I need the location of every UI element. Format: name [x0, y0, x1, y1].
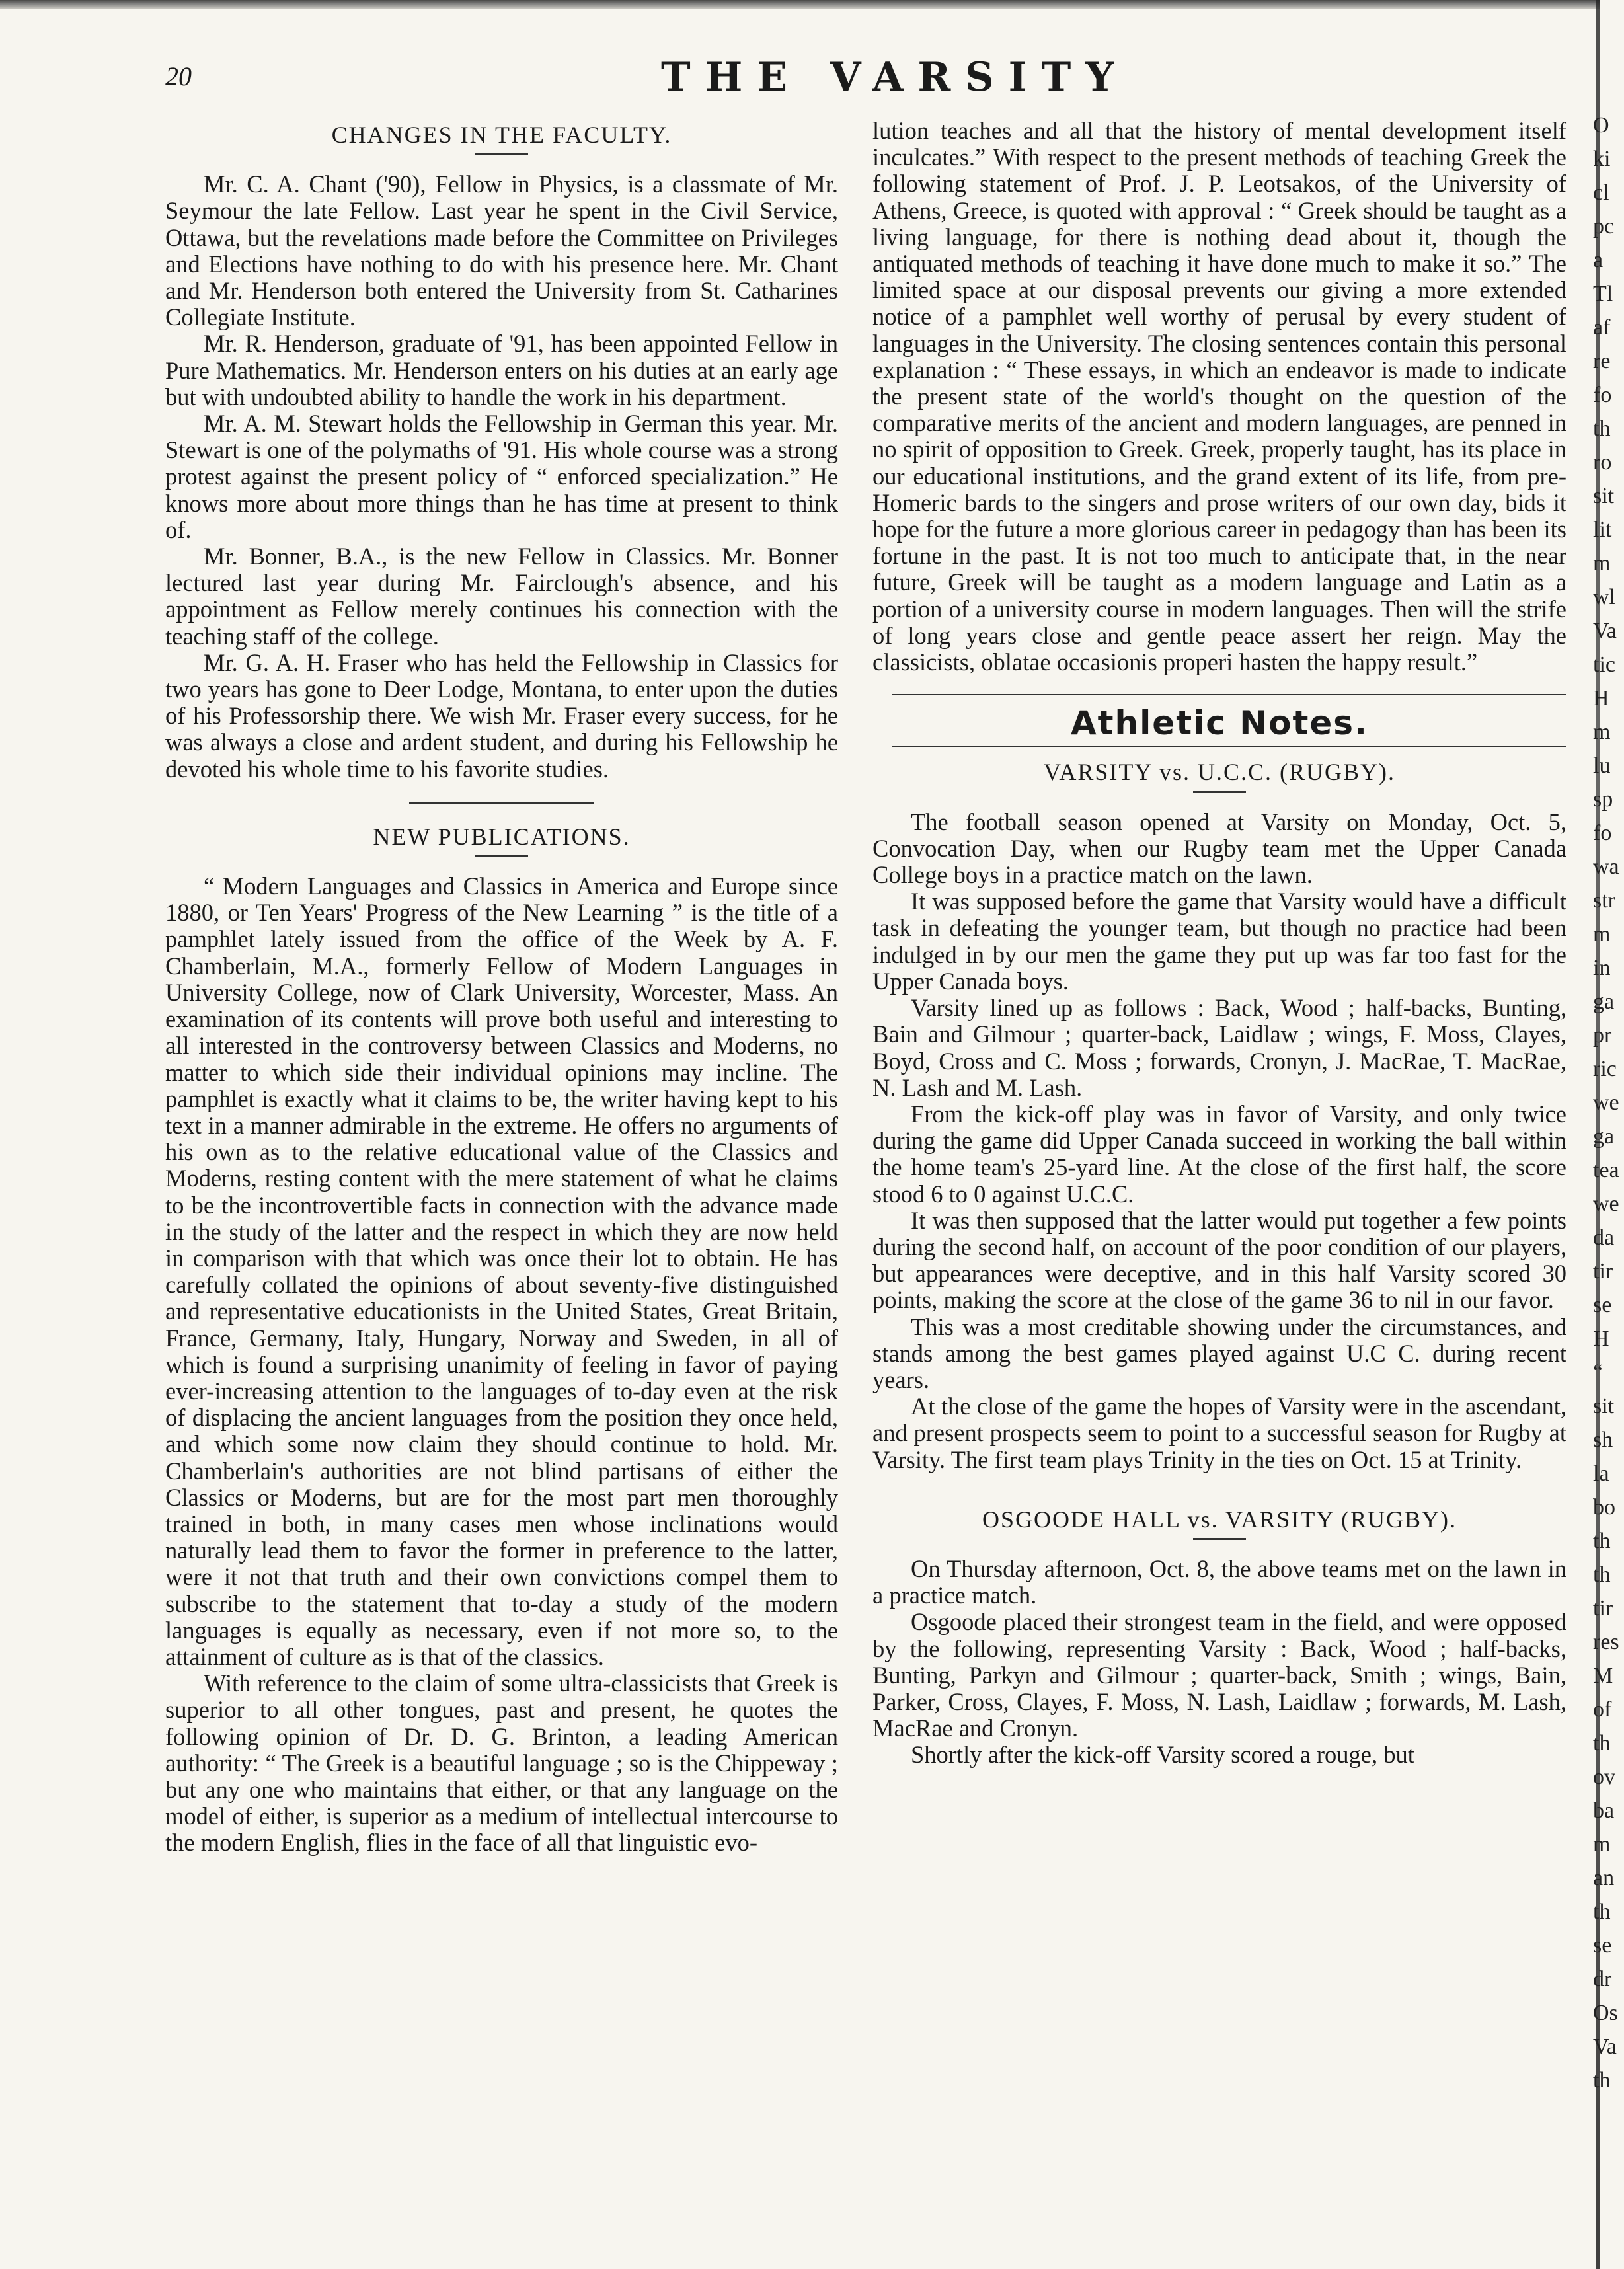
fragment-text: th — [1593, 2068, 1611, 2093]
fragment-text: sit — [1593, 484, 1615, 508]
section-rule — [892, 694, 1566, 695]
top-print-edge — [0, 0, 1600, 9]
fragment-text: wl — [1593, 585, 1615, 609]
faculty-paragraph: Mr. C. A. Chant ('90), Fellow in Physics, is a classmate of Mr. Seymour the late Fellow. Last year he spent in the Civil Service, Ottawa, but the revelations made before the Committee on Privileges and Elections have nothing to do with his presence here. Mr. Chant and Mr. Henderson both entered the University from St. Catharines Collegiate Institute. — [165, 171, 838, 331]
fragment-text: tea — [1593, 1158, 1619, 1182]
right-column — [872, 118, 1566, 1769]
ucc-paragraph: It was then supposed that the latter would put together a few points during the second half, on account of the poor condition of our players, but appearances were deceptive, and in this half Varsity scored 30 points, making the score at the close of the game 36 to nil in our favor. — [872, 1206, 1566, 1314]
fragment-text: of — [1593, 1697, 1612, 1722]
faculty-paragraph: Mr. R. Henderson, graduate of '91, has been appointed Fellow in Pure Mathematics. Mr. Henderson enters on his duties at an early age but with undoubted ability to handle the work in his department. — [165, 330, 838, 410]
fragment-text: lit — [1593, 518, 1612, 542]
fragment-text: ov — [1593, 1765, 1615, 1789]
ucc-paragraph: Varsity lined up as follows : Back, Wood ; half-backs, Bunting, Bain and Gilmour ; quarter-back, Laidlaw ; wings, F. Moss, Clayes, Boyd, Cross and C. Moss ; forwards, Cronyn, J. MacRae, T. MacRae, N. Lash and M. Lash. — [872, 994, 1566, 1101]
publications-paragraph: With reference to the claim of some ultra-classicists that Greek is superior to all other tongues, past and present, he quotes the following opinion of Dr. D. G. Brinton, a leading American authority: “ The Greek is a beautiful language ; so is the Chippeway ; but any one who maintains that either, or that any language on the model of either, is superior as a medium of intellectual intercourse to the modern English, flies in the face of all that linguistic evo- — [165, 1670, 838, 1857]
ucc-match-heading: VARSITY vs. U.C.C. (RUGBY). — [1043, 759, 1396, 786]
publications-paragraph: “ Modern Languages and Classics in America and Europe since 1880, or Ten Years' Progress of the New Learning ” is the title of a pamphlet lately issued from the office of the Week by A. F. Chamberlain, M.A., formerly Fellow of Modern Languages in University College, now of Clark University, Worcester, Mass. An examination of its contents will prove both useful and interesting to all interested in the controversy between Classics and Moderns, no matter to which side their individual opinions may incline. The pamphlet is exactly what it claims to be, the writer having kept to his text in a manner admirable in the extreme. He offers no arguments of his own as to the relative educational value of the Classics and Moderns, resting content with the mere statement of what he claims to be the incontrovertible facts in connection with the advance made in the study of the latter and the respect in which they are now held in comparison with that which was once their lot to obtain. He has carefully collated the opinions of about seventy-five distinguished and representative educationists in the United States, Great Britain, France, Germany, Italy, Hungary, Norway and Sweden, in all of which is found a surprising unanimity of feeling in favor of paying ever-increasing attention to the languages of to-day even at the risk of displacing the ancient languages from the position they once held, and which some now claim they should continue to hold. Mr. Chamberlain's authorities are not blind partisans of either the Classics or Moderns, but are for the most part men thoroughly trained in both, in many cases men whose inclinations would naturally lead them to favor the former in preference to the latter, were it not that truth and their own convictions compel them to subscribe to the statement that to-day a study of the modern languages is equally as necessary, even if not more so, to the attainment of culture as is that of the classics. — [165, 872, 838, 1670]
page-number: 20 — [165, 61, 192, 91]
fragment-text: H — [1593, 1327, 1609, 1351]
fragment-text: pr — [1593, 1023, 1612, 1048]
fragment-text: dr — [1593, 1967, 1612, 1991]
spacer — [872, 1473, 1566, 1506]
fragment-text: O — [1593, 113, 1609, 137]
fragment-text: res — [1593, 1630, 1619, 1654]
fragment-text: ga — [1593, 989, 1615, 1014]
fragment-text: fo — [1593, 383, 1612, 407]
fragment-text: m — [1593, 551, 1611, 576]
fragment-text: se — [1593, 1933, 1612, 1958]
fragment-text: m — [1593, 922, 1611, 946]
fragment-text: cl — [1593, 180, 1609, 205]
osgoode-match-heading: OSGOODE HALL vs. VARSITY (RUGBY). — [982, 1506, 1457, 1533]
faculty-heading: CHANGES IN THE FACULTY. — [331, 122, 672, 148]
fragment-text: fo — [1593, 821, 1612, 845]
fragment-text: sh — [1593, 1428, 1613, 1452]
fragment-text: H — [1593, 686, 1609, 711]
fragment-text: af — [1593, 315, 1611, 340]
masthead: THE VARSITY — [661, 54, 1129, 100]
left-column — [165, 122, 838, 1857]
fragment-text: M — [1593, 1664, 1613, 1688]
fragment-text: a — [1593, 248, 1604, 272]
faculty-paragraph: Mr. A. M. Stewart holds the Fellowship in German this year. Mr. Stewart is one of the polymaths of '91. His whole course was a strong protest against the present policy of “ enforced specialization.” He knows more about more things than he has time at present to think of. — [165, 410, 838, 543]
fragment-text: we — [1593, 1192, 1619, 1216]
fragment-text: m — [1593, 720, 1611, 744]
fragment-text: th — [1593, 1900, 1611, 1924]
ucc-paragraph: It was supposed before the game that Varsity would have a difficult task in defeating the younger team, but though no practice had been indulged in by our men the game they put up was far too fast for the Upper Canada boys. — [872, 888, 1566, 995]
fragment-text: la — [1593, 1461, 1609, 1486]
fragment-text: pc — [1593, 214, 1615, 239]
ucc-paragraph: The football season opened at Varsity on Monday, Oct. 5, Convocation Day, when our Rugby team met the Upper Canada College boys in a practice match on the lawn. — [872, 808, 1566, 889]
fragment-text: str — [1593, 888, 1615, 913]
fragment-text: Tl — [1593, 282, 1613, 306]
ucc-paragraph: From the kick-off play was in favor of Varsity, and only twice during the game did Upper Canada succeed in working the ball within the home team's 25-yard line. At the close of the first half, the score stood 6 to 0 against U.C.C. — [872, 1100, 1566, 1208]
fragment-text: an — [1593, 1866, 1615, 1890]
fragment-text: da — [1593, 1225, 1615, 1250]
fragment-text: tir — [1593, 1259, 1613, 1284]
fragment-text: Va — [1593, 619, 1617, 643]
fragment-text: Va — [1593, 2034, 1617, 2059]
publications-heading: NEW PUBLICATIONS. — [373, 823, 631, 850]
section-rule — [892, 746, 1566, 747]
fragment-text: in — [1593, 956, 1611, 980]
fragment-text: “ — [1593, 1360, 1604, 1385]
fragment-text: wa — [1593, 855, 1619, 879]
publications-continued: lution teaches and all that the history of mental development itself inculcates.” With respect to the present methods of teaching Greek the following statement of Prof. J. P. Leotsakos, of the University of Athens, Greece, is quoted with approval : “ Greek should be taught as a living language, for there is nothing dead about it, though the antiquated methods of teaching it have done much to make it so.” The limited space at our disposal prevents our giving a more extended notice of a pamphlet well worthy of perusal by every student of languages in the University. The closing sentences contain this personal explanation : “ These essays, in which an endeavor is made to indicate the present state of the world's thought on the question of the comparative merits of the ancient and modern languages, are penned in no spirit of opposition to Greek. Greek, properly taught, has its place in our educational institutions, and the grand extent of its life, from pre-Homeric bards to the singers and prose writers of our own day, bids it hope for the future a more glorious career in pedagogy than has been its fortune in the past. It is not too much to anticipate that, in the near future, Greek will be taught as a modern language and Latin as a portion of a university course in modern languages. Then will the strife of long years close and gentle peace assert her reign. May the classicists, oblatae occasionis properi hasten the happy result.” — [872, 117, 1566, 676]
fragment-text: th — [1593, 416, 1611, 441]
fragment-text: ga — [1593, 1124, 1615, 1149]
fragment-text: ric — [1593, 1057, 1617, 1081]
fragment-text: th — [1593, 1562, 1611, 1587]
fragment-text: se — [1593, 1293, 1612, 1317]
fragment-text: we — [1593, 1091, 1619, 1115]
fragment-text: ki — [1593, 147, 1611, 171]
osgoode-paragraph: Osgoode placed their strongest team in the field, and were opposed by the following, representing Varsity : Back, Wood ; half-backs, Bunting, Parkyn and Gilmour ; quarter-back, Smith ; wings, Bain, Parker, Cross, Clayes, F. Moss, N. Lash, Laidlaw ; forwards, M. Lash, MacRae and Cronyn. — [872, 1608, 1566, 1742]
faculty-paragraph: Mr. Bonner, B.A., is the new Fellow in Classics. Mr. Bonner lectured last year during Mr. Fairclough's absence, and his appointment as Fellow merely continues his connection with the teaching staff of the college. — [165, 543, 838, 650]
faculty-paragraph: Mr. G. A. H. Fraser who has held the Fellowship in Classics for two years has gone to Deer Lodge, Montana, to enter upon the duties of his Professorship there. We wish Mr. Fraser every success, for he was always a close and ardent student, and during his Fellowship he devoted his whole time to his favorite studies. — [165, 648, 838, 783]
ucc-paragraph: At the close of the game the hopes of Varsity were in the ascendant, and present prospects seem to point to a successful season for Rugby at Varsity. The first team plays Trinity in the ties on Oct. 15 at Trinity. — [872, 1393, 1566, 1473]
section-rule — [409, 802, 594, 804]
osgoode-paragraph: Shortly after the kick-off Varsity scored a rouge, but — [911, 1741, 1414, 1769]
fragment-text: re — [1593, 349, 1611, 373]
heading-dash — [1193, 1538, 1246, 1540]
fragment-text: sit — [1593, 1394, 1615, 1418]
fragment-text: th — [1593, 1529, 1611, 1553]
fragment-text: m — [1593, 1832, 1611, 1857]
ucc-paragraph: This was a most creditable showing under the circumstances, and stands among the best games played against U.C C. during recent years. — [872, 1313, 1566, 1393]
fragment-text: tir — [1593, 1596, 1613, 1621]
fragment-text: ba — [1593, 1798, 1615, 1823]
fragment-text: tic — [1593, 652, 1615, 677]
heading-dash — [1193, 791, 1246, 793]
athletic-notes-title: Athletic Notes. — [1070, 704, 1369, 743]
fragment-text: lu — [1593, 753, 1611, 778]
heading-dash — [475, 855, 528, 857]
fragment-text: bo — [1593, 1495, 1615, 1519]
fragment-text: ro — [1593, 450, 1612, 475]
osgoode-paragraph: On Thursday afternoon, Oct. 8, the above teams met on the lawn in a practice match. — [872, 1555, 1566, 1609]
adjacent-page-fragments — [1593, 99, 1624, 2181]
fragment-text: th — [1593, 1731, 1611, 1755]
fragment-text: Os — [1593, 2001, 1618, 2025]
heading-dash — [475, 153, 528, 155]
fragment-text: sp — [1593, 787, 1613, 812]
